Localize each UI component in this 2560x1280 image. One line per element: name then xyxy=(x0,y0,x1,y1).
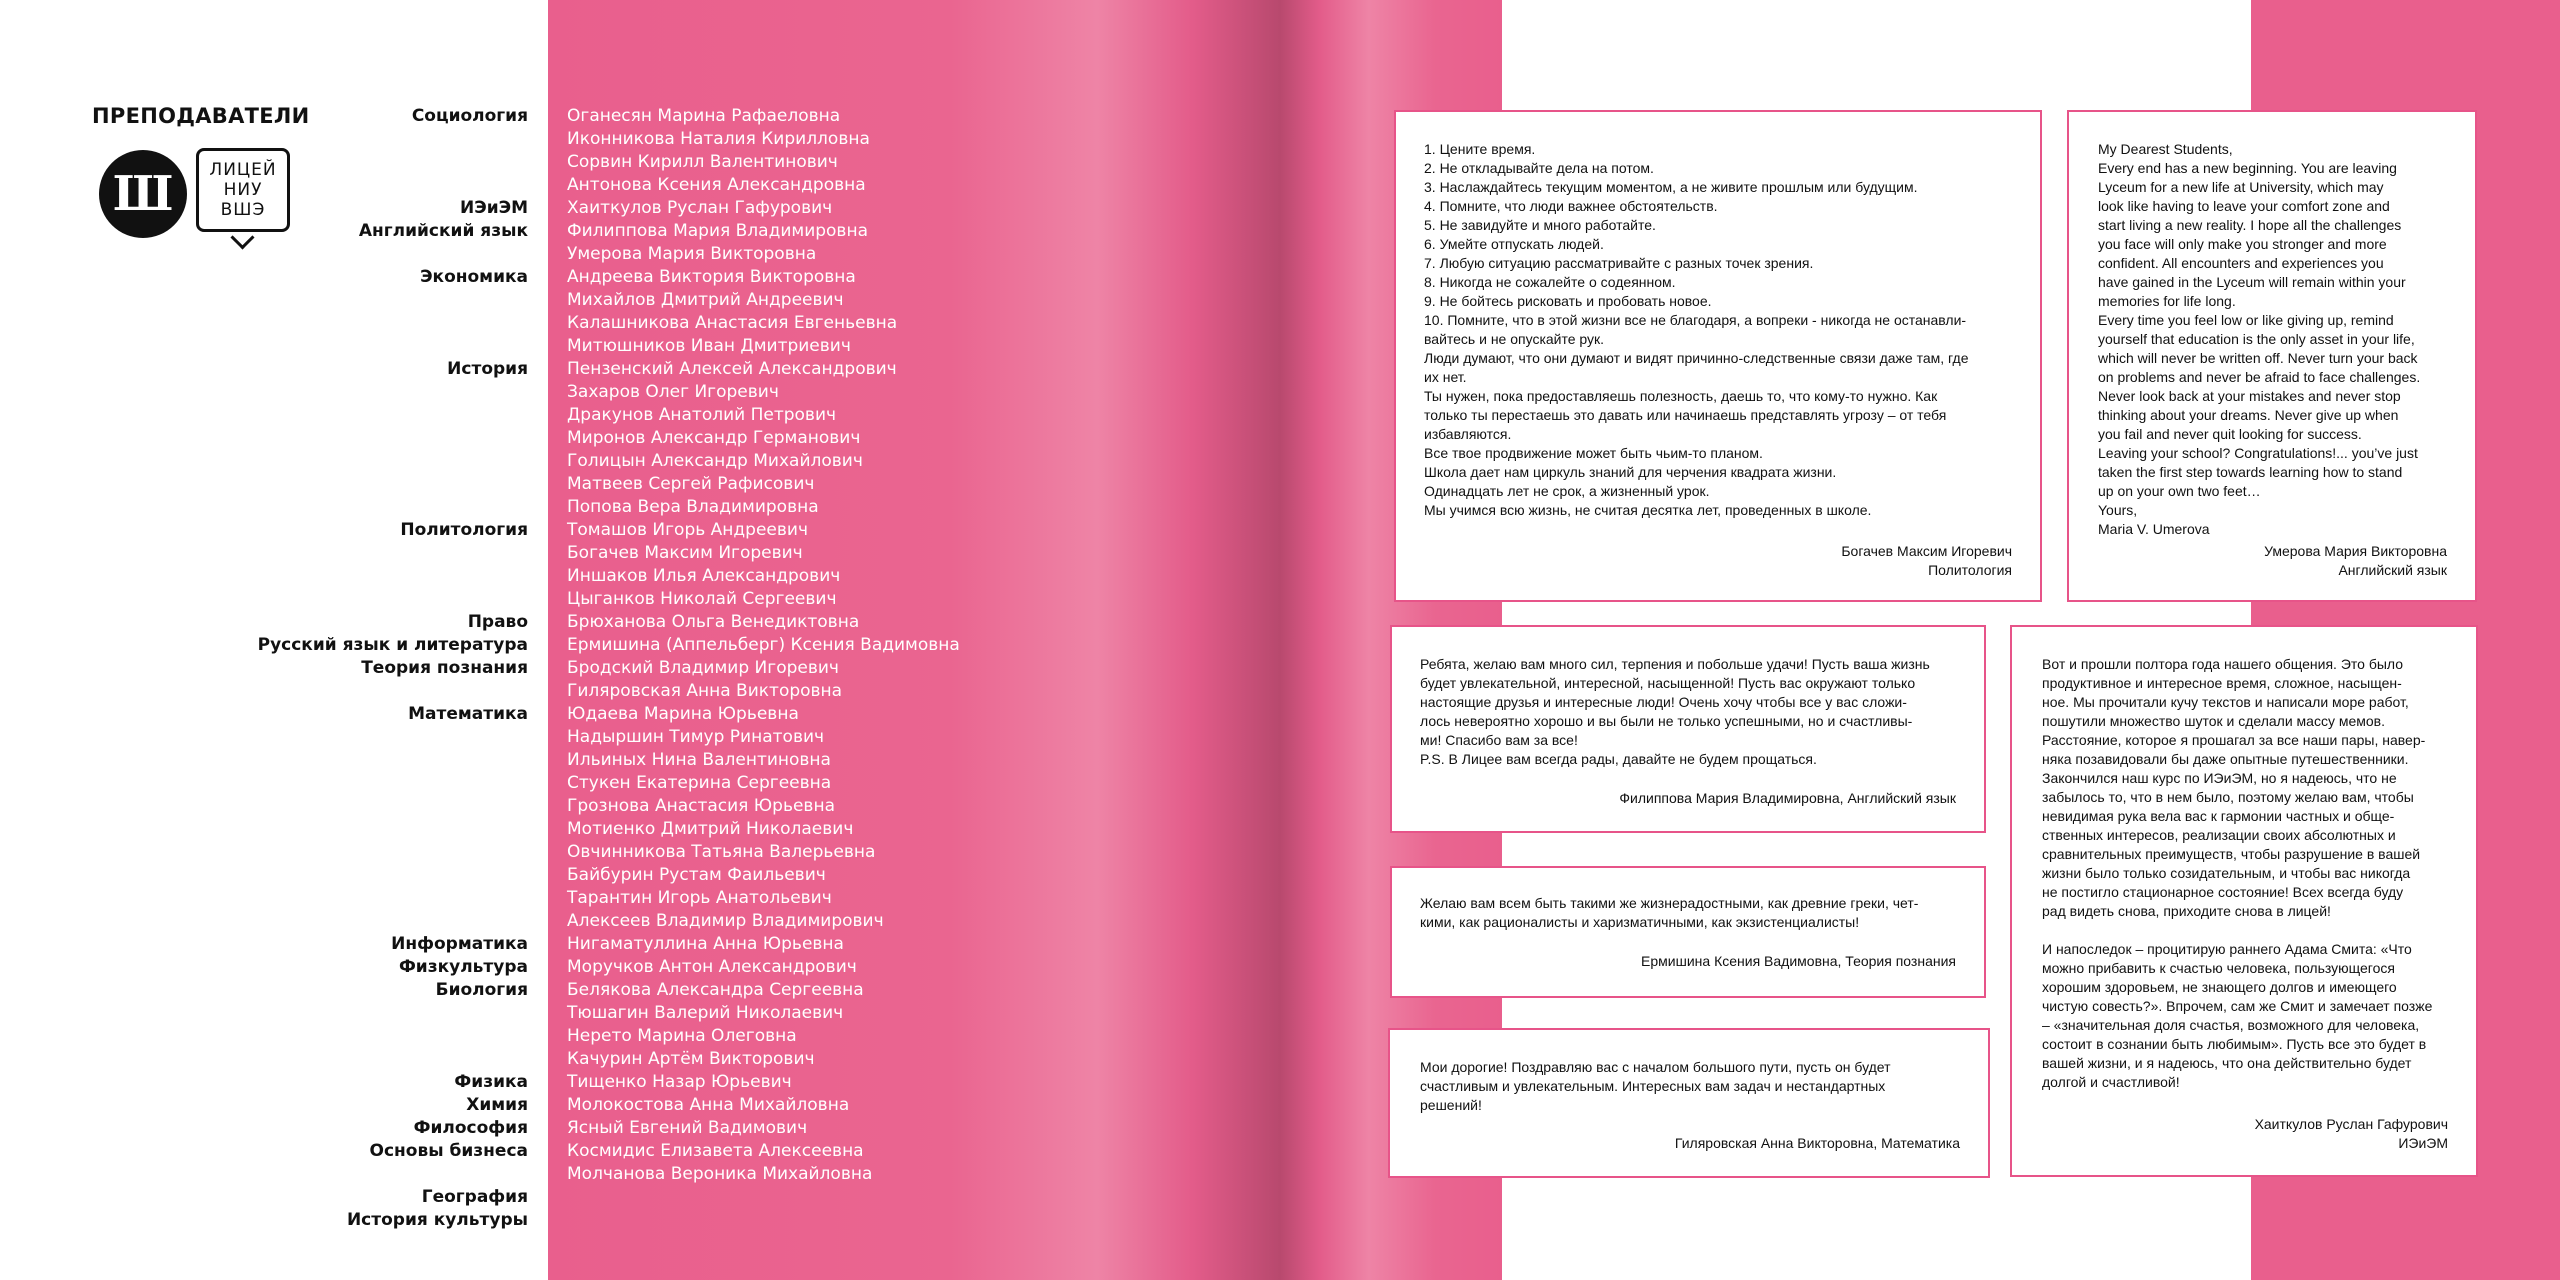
teacher-name: Юдаева Марина Юрьевна xyxy=(567,704,799,724)
subject-label xyxy=(0,565,528,588)
subject-label: Информатика xyxy=(391,934,528,954)
teacher-name: Мотиенко Дмитрий Николаевич xyxy=(567,819,854,839)
card-signature: Богачев Максим Игоревич Политология xyxy=(1841,543,2012,578)
subject-label xyxy=(0,887,528,910)
teacher-column xyxy=(567,105,960,1186)
teacher-name: Качурин Артём Викторович xyxy=(567,1049,815,1069)
teacher-name: Байбурин Рустам Фаильевич xyxy=(567,865,826,885)
teacher-name: Голицын Александр Михайлович xyxy=(567,451,863,471)
subject-label: Русский язык и литература xyxy=(257,635,528,655)
teacher-name: Ясный Евгений Вадимович xyxy=(567,1118,808,1138)
subject-label xyxy=(0,174,528,197)
teacher-name: Сорвин Кирилл Валентинович xyxy=(567,152,838,172)
card-bogachev xyxy=(1394,110,2042,602)
teacher-name: Ермишина (Аппельберг) Ксения Вадимовна xyxy=(567,635,960,655)
teacher-name: Тищенко Назар Юрьевич xyxy=(567,1072,792,1092)
subject-label xyxy=(0,1048,528,1071)
subject-label: Физкультура xyxy=(398,957,528,977)
subject-label xyxy=(0,289,528,312)
subject-label xyxy=(0,473,528,496)
subject-label xyxy=(0,1025,528,1048)
card-text: Ребята, желаю вам много сил, терпения и побольше удачи! Пусть ваша жизнь будет увлекательной, интересной, насыщенной! Пусть вас окружают только настоящие друзья и интересные люди! Очень хочу чтобы все у вас сложи- лось невероятно хорошо и вы были не только успешными, но и счастливы- ми! Спасибо вам за все! P.S. В Лицее вам всегда рады, давайте не будем прощаться. xyxy=(1420,656,1930,767)
teacher-name: Белякова Александра Сергеевна xyxy=(567,980,864,1000)
subject-label: Основы бизнеса xyxy=(369,1141,528,1161)
subject-label xyxy=(0,427,528,450)
subject-label: Социология xyxy=(411,106,528,126)
subject-label: Теория познания xyxy=(361,658,528,678)
teacher-name: Грознова Анастасия Юрьевна xyxy=(567,796,835,816)
subject-label: Физика xyxy=(454,1072,528,1092)
subject-label xyxy=(0,1232,528,1255)
hse-logo-circle: Ш xyxy=(99,150,187,238)
subject-label xyxy=(0,772,528,795)
card-signature: Хаиткулов Руслан Гафурович ИЭиЭМ xyxy=(2254,1116,2448,1151)
teacher-name: Брюханова Ольга Венедиктовна xyxy=(567,612,860,632)
teacher-name: Богачев Максим Игоревич xyxy=(567,543,803,563)
teacher-name: Матвеев Сергей Рафисович xyxy=(567,474,815,494)
teacher-name: Оганесян Марина Рафаеловна xyxy=(567,106,841,126)
subject-label xyxy=(0,1002,528,1025)
teacher-name: Миронов Александр Германович xyxy=(567,428,861,448)
teacher-name: Иконникова Наталия Кирилловна xyxy=(567,129,870,149)
subject-label: Математика xyxy=(408,704,528,724)
subject-label: Политология xyxy=(400,520,528,540)
card-text: 1. Цените время. 2. Не откладывайте дела на потом. 3. Наслаждайтесь текущим моментом, а не живите прошлым или будущим. 4. Помните, что люди важнее обстоятельств. 5. Не завидуйте и много работайте. 6. Умейте отпускать людей. 7. Любую ситуацию рассматривайте с разных точек зрения. 8. Никогда не сожалейте о содеянном. 9. Не бойтесь рисковать и пробовать новое. 10. Помните, что в этой жизни все не благодаря, а вопреки - никогда не останавли- вайтесь и не опускайте рук. Люди думают, что они думают и видят причинно-следственные связи даже там, где их нет. Ты нужен, пока предоставляешь полезность, даешь то, что кому-то нужно. Как только ты перестаешь это давать или начинаешь представлять угрозу – от тебя избавляются. Все твое продвижение может быть чьим-то планом. Школа дает нам циркуль знаний для черчения квадрата жизни. Одинадцать лет не срок, а жизненный урок. Мы учимся всю жизнь, не считая десятка лет, проведенных в школе. xyxy=(1424,141,1969,518)
teacher-name: Гиляровская Анна Викторовна xyxy=(567,681,843,701)
subject-label: География xyxy=(421,1187,528,1207)
subject-label xyxy=(0,542,528,565)
card-signature: Гиляровская Анна Викторовна, Математика xyxy=(1674,1135,1960,1151)
subject-label xyxy=(0,496,528,519)
teacher-name: Надыршин Тимур Ринатович xyxy=(567,727,825,747)
subject-label xyxy=(0,841,528,864)
card-text: Мои дорогие! Поздравляю вас с началом большого пути, пусть он будет счастливым и увлекательным. Интересных вам задач и нестандартных решений! xyxy=(1420,1059,1891,1113)
subject-label: Химия xyxy=(466,1095,528,1115)
teacher-name: Тарантин Игорь Анатольевич xyxy=(567,888,832,908)
teacher-name: Нигаматуллина Анна Юрьевна xyxy=(567,934,844,954)
subject-label xyxy=(0,864,528,887)
logo-line: НИУ xyxy=(223,180,263,200)
teacher-name: Умерова Мария Викторовна xyxy=(567,244,817,264)
teacher-name: Антонова Ксения Александровна xyxy=(567,175,866,195)
subject-label: Экономика xyxy=(420,267,528,287)
teacher-name: Митюшников Иван Дмитриевич xyxy=(567,336,851,356)
subject-label: Биология xyxy=(435,980,528,1000)
card-signature: Ермишина Ксения Вадимовна, Теория познания xyxy=(1641,953,1956,969)
teacher-name: Попова Вера Владимировна xyxy=(567,497,819,517)
teacher-name: Молокостова Анна Михайловна xyxy=(567,1095,850,1115)
teacher-name: Космидис Елизавета Алексеевна xyxy=(567,1141,864,1161)
teacher-name: Андреева Виктория Викторовна xyxy=(567,267,856,287)
teacher-name: Хаиткулов Руслан Гафурович xyxy=(567,198,833,218)
teacher-name: Молчанова Вероника Михайловна xyxy=(567,1164,873,1184)
card-text: Желаю вам всем быть такими же жизнерадостными, как древние греки, чет- кими, как рационалисты и харизматичными, как экзистенциалисты! xyxy=(1420,895,1919,930)
teacher-name: Цыганков Николай Сергеевич xyxy=(567,589,837,609)
subject-column xyxy=(0,105,528,1255)
teacher-name: Томашов Игорь Андреевич xyxy=(567,520,808,540)
teacher-name: Стукен Екатерина Сергеевна xyxy=(567,773,832,793)
teacher-name: Ильиных Нина Валентиновна xyxy=(567,750,831,770)
subject-label xyxy=(0,128,528,151)
card-gilyarovskaya xyxy=(1388,1028,1990,1178)
subject-label: Философия xyxy=(413,1118,528,1138)
subject-label xyxy=(0,910,528,933)
teacher-name: Михайлов Дмитрий Андреевич xyxy=(567,290,844,310)
subject-label xyxy=(0,1163,528,1186)
teacher-name: Калашникова Анастасия Евгеньевна xyxy=(567,313,898,333)
subject-label: ИЭиЭМ xyxy=(459,198,528,218)
subject-label xyxy=(0,795,528,818)
subject-label: История xyxy=(447,359,528,379)
card-filippova xyxy=(1390,625,1986,833)
card-umerova xyxy=(2067,110,2477,602)
subject-label xyxy=(0,726,528,749)
subject-label xyxy=(0,243,528,266)
logo-line: ВШЭ xyxy=(220,200,266,220)
card-khaitkulov xyxy=(2010,625,2478,1177)
logo-line: ЛИЦЕЙ xyxy=(209,160,277,180)
teacher-name: Захаров Олег Игоревич xyxy=(567,382,779,402)
subject-label xyxy=(0,749,528,772)
subject-label xyxy=(0,680,528,703)
subject-label xyxy=(0,404,528,427)
teacher-name: Филиппова Мария Владимировна xyxy=(567,221,868,241)
teacher-name: Нерето Марина Олеговна xyxy=(567,1026,797,1046)
teacher-name: Дракунов Анатолий Петрович xyxy=(567,405,837,425)
page-heading: ПРЕПОДАВАТЕЛИ xyxy=(92,104,310,128)
teacher-name: Алексеев Владимир Владимирович xyxy=(567,911,884,931)
subject-label xyxy=(0,312,528,335)
card-text: My Dearest Students, Every end has a new beginning. You are leaving Lyceum for a new life at University, which may look like having to leave your comfort zone and start living a new reality. I hope all the challenges you face will only make you stronger and more confident. All encounters and experiences you have gained in the Lyceum will remain within your memories for life long. Every time you feel low or like giving up, remind yourself that education is the only asset in your life, which will never be written off. Never turn your back on problems and never be afraid to face challenges. Never look back at your mistakes and never stop thinking about your dreams. Never give up when you fail and never quit looking for success. Leaving your school? Congratulations!... you’ve just taken the first step towards learning how to stand up on your own two feet… Yours, Maria V. Umerova xyxy=(2098,141,2421,537)
subject-label xyxy=(0,818,528,841)
subject-label xyxy=(0,381,528,404)
teacher-name: Овчинникова Татьяна Валерьевна xyxy=(567,842,876,862)
card-signature: Умерова Мария Викторовна Английский язык xyxy=(2264,543,2447,578)
card-ermishina xyxy=(1390,866,1986,998)
teacher-name: Моручков Антон Александрович xyxy=(567,957,857,977)
teacher-name: Бродский Владимир Игоревич xyxy=(567,658,839,678)
teacher-name: Тюшагин Валерий Николаевич xyxy=(567,1003,844,1023)
card-signature: Филиппова Мария Владимировна, Английский язык xyxy=(1619,790,1956,806)
teacher-name: Иншаков Илья Александрович xyxy=(567,566,841,586)
subject-label: Английский язык xyxy=(358,221,528,241)
subject-label xyxy=(0,588,528,611)
subject-label: Право xyxy=(467,612,528,632)
subject-label: История культуры xyxy=(346,1210,528,1230)
subject-label xyxy=(0,151,528,174)
subject-label xyxy=(0,450,528,473)
subject-label xyxy=(0,335,528,358)
teacher-name: Пензенский Алексей Александрович xyxy=(567,359,897,379)
card-text: Вот и прошли полтора года нашего общения. Это было продуктивное и интересное время, сложное, насыщен- ное. Мы прочитали кучу текстов и написали море работ, пошутили множество шуток и сделали массу мемов. Расстояние, которое я прошагал за все наши пары, навер- няка позавидовали бы даже опытные путешественники. Закончился наш курс по ИЭиЭМ, но я надеюсь, что не забылось то, что в нем было, поэтому желаю вам, чтобы невидимая рука вела вас к гармонии частных и обще- ственных интересов, реализации своих абсолютных и сравнительных преимуществ, чтобы разрушение в вашей жизни было только созидательным, и чтобы вас никогда не постигло стационарное состояние! Всех всегда буду рад видеть снова, приходите снова в лицей! И напоследок – процитирую раннего Адама Смита: «Что можно прибавить к счастью человека, пользующегося хорошим здоровьем, не знающего долгов и имеющего чистую совесть?». Впрочем, сам же Смит и замечает позже – «значительная доля счастья, возможного для человека, состоит в сознании быть любимым». Пусть все это будет в вашей жизни, и я надеюсь, что она действительно будет долгой и счастливой! xyxy=(2042,656,2433,1090)
